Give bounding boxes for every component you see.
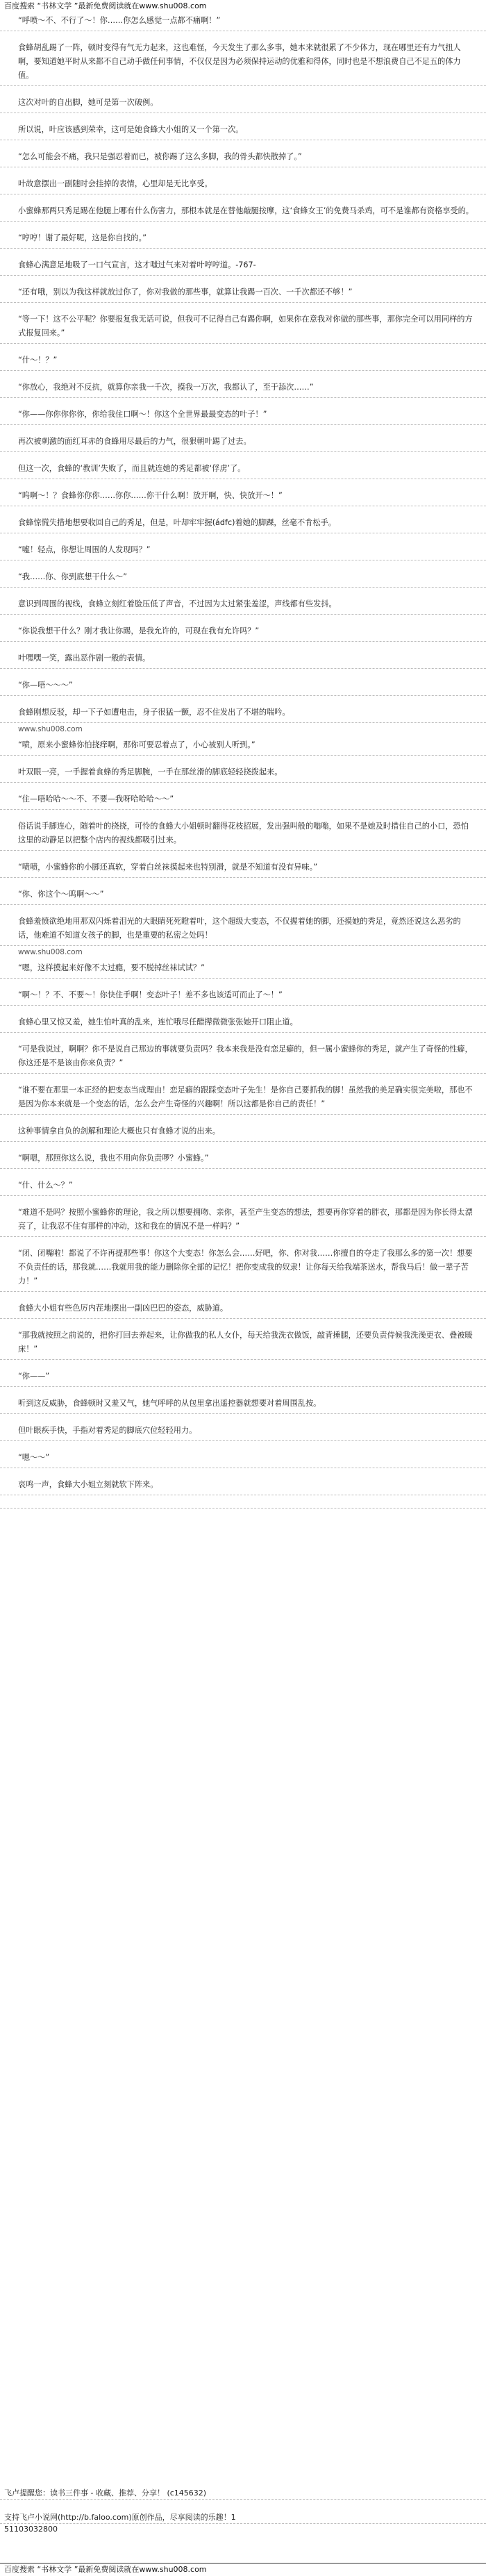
paragraph: 听到这反威胁，食蜂顿时又羞又气，她气呼呼的从包里拿出遥控器就想要对着周围乱按。	[0, 1394, 486, 1414]
paragraph: “怎么可能会不痛，我只是强忍着而已，被你踢了这么多脚，我的骨头都快散掉了。”	[0, 147, 486, 167]
paragraph: “谁不要在那里一本正经的把变态当成理由！恋足癖的跟踩变态叶子先生！是你自己要抓我的脚！虽然我的美足确实很完美啦，那也不是因为你本来就是一个变态的话，怎么会产生奇怪的兴趣啊！所以这都是你自己的责任！”	[0, 1081, 486, 1115]
paragraph: “呜啊～！？食蜂你你你……你你……你干什么啊！放开啊，快、快放开～！”	[0, 486, 486, 506]
paragraph: 再次被刺激的面红耳赤的食蜂用尽最后的力气，很狠朝叶踢了过去。	[0, 432, 486, 452]
paragraph: 但叶眼疾手快，手指对着秀足的脚底穴位轻轻用力。	[0, 1421, 486, 1441]
paragraph: 这种事情拿自负的剑解和理论大概也只有食蜂才说的出来。	[0, 1122, 486, 1142]
top-notice: 百度搜索 “书林文学 ”最新免费阅读就在www.shu008.com	[4, 1, 207, 10]
paragraph: “难道不是吗？按照小蜜蜂你的理论，我之所以想要拥吻、亲你，甚至产生变态的想法，想要再你穿着的胖衣，那都是因为你长得太漂亮了，让我忍不住有那样的冲动，这和我在的情况不是一样吗？”	[0, 1203, 486, 1237]
chapter-footer	[0, 2488, 486, 2535]
paragraph: “住—唔哈哈～～不、不要—我呀哈哈哈～～”	[0, 790, 486, 810]
chapter-code: 51103032800	[4, 2525, 58, 2534]
support-link[interactable]: 支持飞卢小说网(http://b.faloo.com)原创作品，尽享阅读的乐趣！1	[0, 2512, 486, 2524]
paragraph: 这次对叶的自出脚，她可是第一次破例。	[0, 93, 486, 113]
paragraph: “啊嗯，那照你这么说，我也不用向你负责啰？小蜜蜂。”	[0, 1149, 486, 1169]
paragraph: 叶双眼一亮，一手握着食蜂的秀足脚腕，一手在那丝滑的脚底轻轻挠拨起来。	[0, 763, 486, 783]
paragraph: 所以说，叶应该感到荣幸，这可是她食蜂大小姐的又一个第一次。	[0, 120, 486, 140]
paragraph: “你放心，我绝对不反抗，就算你亲我一千次，摸我一万次，我都认了，至于舔次……”	[0, 378, 486, 398]
paragraph: 但这一次，食蜂的‘教训’失败了，而且就连她的秀足都被‘俘虏’了。	[0, 459, 486, 479]
paragraph: “什、什么～？”	[0, 1176, 486, 1196]
paragraph: “啊～！？不、不要～！你快住手啊！变态叶子！差不多也该适可而止了～！”	[0, 986, 486, 1006]
paragraph: 叶嘿嘿一笑，露出恶作剧一般的表情。	[0, 649, 486, 669]
paragraph: “我……你、你到底想干什么～”	[0, 567, 486, 588]
paragraph: “嗯，这样摸起来好像不太过瘾，要不脱掉丝袜试试？”	[0, 958, 486, 979]
paragraph: “啧啧，小蜜蜂你的小脚还真软，穿着白丝袜摸起来也特别滑，就是不知道有没有异味。”	[0, 858, 486, 878]
paragraph: “那我就按照之前说的，把你打回去养起来，让你做我的私人女仆，每天给我洗衣做饭，敲背捶腿，还要负责侍候我洗澡更衣、叠被暖床！”	[0, 1326, 486, 1360]
paragraph: “可是我说过，啊啊？你不是说自己那边的事就要负责吗？我本来我是没有恋足癖的，但一属小蜜蜂你的秀足，就产生了奇怪的性癖，你这还是不是该由你来负责？”	[0, 1040, 486, 1074]
paragraph: 食蜂惊慌失措地想要收回自己的秀足，但是，叶却牢牢握(ádfc)着她的脚踝，丝毫不肯松手。	[0, 513, 486, 533]
paragraph: 食蜂心里又惊又羞，她生怕叶真的乱来，连忙哦尽任醋撵微微张张她开口阻止道。	[0, 1013, 486, 1033]
share-notice: 飞卢提醒您：读书三件事 - 收藏、推荐、分享！ (c145632)	[0, 2488, 486, 2500]
watermark-url: www.shu008.com	[18, 948, 83, 956]
paragraph: “等一下！这不公平呢？你要报复我无话可说，但我可不记得自己有踢你啊，如果你在意我对你做的那些事，那你完全可以用同样的方式报复回来。”	[0, 310, 486, 344]
paragraph: “嘘！轻点，你想让周围的人发现吗？”	[0, 540, 486, 560]
paragraph-text: 食蜂刚想反驳，却一下子如遭电击，身子很猛一颤，忍不住发出了不堪的喘吟。	[18, 708, 290, 717]
paragraph: “嗯～～”	[0, 1448, 486, 1468]
paragraph: “你——你你你你你，你给我住口啊～！你这个全世界最最变态的叶子！”	[0, 405, 486, 425]
paragraph: 俗话说手脚连心，随着叶的挠挠，可怜的食蜂大小姐顿时翻得花枝招展，发出强叫般的嗡嗡，如果不是她及时措住自己的小口，恐怕这里的动静足以把整个店内的视线都吸引过来。	[0, 817, 486, 851]
paragraph: 意识到周围的视线，食蜂立刻红着脸压低了声音，不过因为太过紧张羞涩，声线都有些发抖。	[0, 595, 486, 615]
paragraph: “呼喷～不、不行了～！你……你怎么感觉一点都不痛啊！”	[0, 13, 486, 31]
paragraph: “喷，原来小蜜蜂你怕挠痒啊，那你可要忍着点了，小心被别人听到。”	[0, 736, 486, 756]
paragraph	[0, 703, 486, 723]
paragraph: 食蜂心满意足地吸了一口气宣言，这才嗤过气来对着叶哼哼道。-767-	[0, 256, 486, 276]
paragraph: “你说我想干什么？刚才我让你踢，是我允许的，可现在我有允许吗？”	[0, 622, 486, 642]
paragraph: 食蜂胡乱踢了一阵，顿时变得有气无力起来，这也难怪，今天发生了那么多事，她本来就很累了不少体力，现在哪里还有力气扭人啊，要知道她平时从来都不自己动手做任何事情，不仅仅是因为必须保持运动的优雅和得体，同时也是不想浪费自己不足五的体力值。	[0, 38, 486, 86]
paragraph: 食蜂羞愤欲绝地用那双闪烁着泪光的大眼睛死死瞪着叶，这个超级大变态，不仅握着她的脚，还摸她的秀足，竟然还说这么恶劣的话，他难道不知道女孩子的脚，也是重要的私密之处吗！	[0, 912, 486, 946]
watermark-url: www.shu008.com	[18, 725, 83, 733]
bottom-notice: 百度搜索 “书林文学 ”最新免费阅读就在www.shu008.com	[0, 2563, 486, 2576]
chapter-body	[0, 13, 486, 1509]
paragraph: “你、你这个～呜啊～～”	[0, 885, 486, 905]
paragraph: 食蜂大小姐有些色厉内茬地摆出一副凶巴巴的姿态，威胁道。	[0, 1299, 486, 1319]
paragraph: “你—唔～～～”	[0, 676, 486, 696]
paragraph: “你——”	[0, 1367, 486, 1387]
paragraph: 小蜜蜂那两只秀足踢在他腿上哪有什么伤害力，那根本就是在替他敲腿按摩，这‘食蜂女王’的免费马杀鸡，可不是谁都有资格享受的。	[0, 201, 486, 222]
paragraph: “还有哦，别以为我这样就放过你了，你对我做的那些事，就算让我踢一百次、一千次都还不够！”	[0, 283, 486, 303]
paragraph: 叶故意摆出一副随时会挂掉的表情，心里却是无比享受。	[0, 174, 486, 194]
paragraph: 哀鸣一声，食蜂大小姐立刻就软下阵来。	[0, 1475, 486, 1495]
paragraph: “闭、闭嘴啦！都说了不许再提那些事！你这个大变态！你怎么会……好吧，你、你对我……你擅自的夺走了我那么多的第一次！想要不负责任的话，那我就……我就用我的能力删除你全部的记忆！把你变成我的奴隶！让你每天给我端茶送水，帮我马后！做一辈子苦力！”	[0, 1244, 486, 1292]
paragraph	[0, 1502, 486, 1509]
paragraph: “什～！？”	[0, 351, 486, 371]
paragraph: “哼哼！谢了最好呢，这是你自找的。”	[0, 228, 486, 249]
